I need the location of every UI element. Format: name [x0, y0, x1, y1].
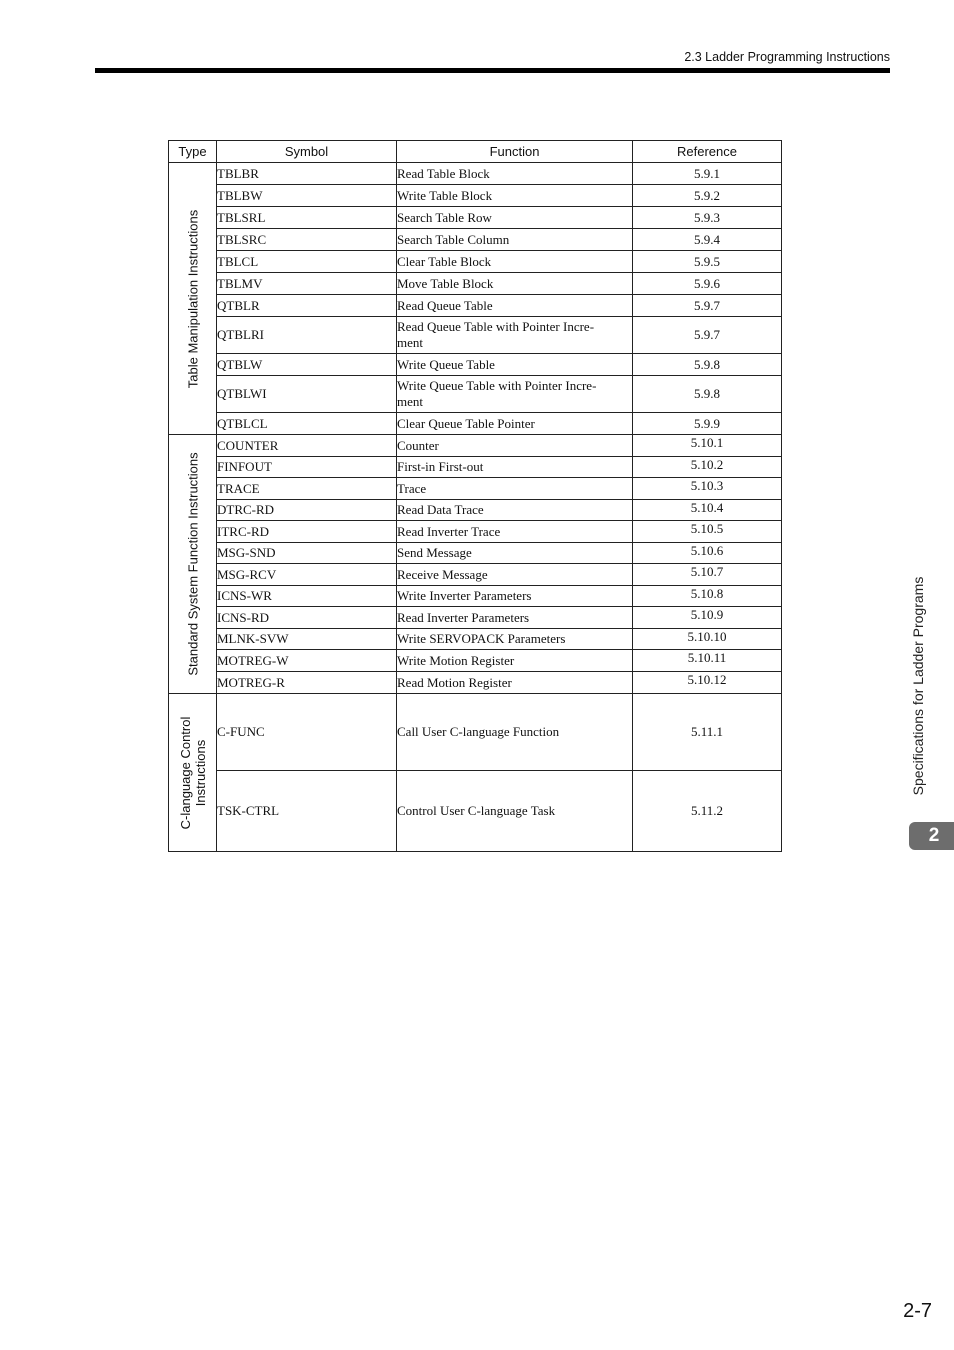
reference-cell: 5.11.2	[633, 771, 782, 852]
symbol-cell: TBLBW	[217, 185, 397, 207]
function-cell: Search Table Column	[397, 229, 633, 251]
function-cell: Write Table Block	[397, 185, 633, 207]
reference-cell: 5.10.8	[633, 586, 782, 607]
symbol-cell: MOTREG-R	[217, 672, 397, 694]
function-cell: Read Inverter Trace	[397, 521, 633, 543]
table-row	[169, 229, 782, 251]
reference-cell: 5.9.1	[633, 163, 782, 185]
instruction-table	[168, 140, 782, 852]
reference-cell: 5.10.11	[633, 650, 782, 672]
reference-cell: 5.10.3	[633, 478, 782, 500]
reference-cell: 5.9.8	[633, 376, 782, 413]
type-label: Standard System Function Instructions	[185, 452, 200, 676]
symbol-cell: TBLBR	[217, 163, 397, 185]
function-text-line: ment	[397, 394, 423, 409]
reference-cell: 5.9.6	[633, 273, 782, 295]
reference-cell: 5.10.5	[633, 521, 782, 543]
reference-cell: 5.9.2	[633, 185, 782, 207]
reference-cell: 5.10.10	[633, 629, 782, 650]
function-cell: Clear Queue Table Pointer	[397, 413, 633, 435]
table-row	[169, 650, 782, 672]
reference-cell: 5.10.7	[633, 564, 782, 586]
chapter-side-label: Specifications for Ladder Programs	[910, 576, 926, 796]
symbol-cell: TBLMV	[217, 273, 397, 295]
symbol-cell: ITRC-RD	[217, 521, 397, 543]
symbol-cell: QTBLW	[217, 354, 397, 376]
symbol-cell: QTBLWI	[217, 376, 397, 413]
function-cell	[397, 376, 633, 413]
chapter-tab: 2	[909, 822, 954, 850]
table-row	[169, 185, 782, 207]
column-header-reference: Reference	[633, 141, 782, 163]
table-row	[169, 207, 782, 229]
symbol-cell: MSG-SND	[217, 543, 397, 564]
column-header-type: Type	[169, 141, 217, 163]
table-row	[169, 478, 782, 500]
table-row	[169, 672, 782, 694]
type-cell-c-language	[169, 694, 217, 852]
table-row	[169, 771, 782, 852]
function-text-line: Read Queue Table with Pointer Incre-	[397, 319, 595, 334]
function-cell: Read Table Block	[397, 163, 633, 185]
reference-cell: 5.11.1	[633, 694, 782, 771]
table-row	[169, 457, 782, 478]
function-cell: Read Queue Table	[397, 295, 633, 317]
page-number: 2-7	[903, 1300, 932, 1322]
type-cell-table-manipulation	[169, 163, 217, 435]
table-row	[169, 607, 782, 629]
table-row	[169, 564, 782, 586]
function-cell: Receive Message	[397, 564, 633, 586]
running-header: 2.3 Ladder Programming Instructions	[684, 50, 890, 64]
function-cell: Write Inverter Parameters	[397, 586, 633, 607]
table-row	[169, 521, 782, 543]
symbol-cell: COUNTER	[217, 435, 397, 457]
table-row	[169, 435, 782, 457]
type-label-line: Instructions	[192, 739, 208, 806]
function-cell: Write Queue Table	[397, 354, 633, 376]
reference-cell: 5.9.8	[633, 354, 782, 376]
function-cell: Call User C-language Function	[397, 694, 633, 771]
symbol-cell: QTBLR	[217, 295, 397, 317]
function-cell: Control User C-language Task	[397, 771, 633, 852]
table-row	[169, 543, 782, 564]
symbol-cell: QTBLRI	[217, 317, 397, 354]
reference-cell: 5.9.9	[633, 413, 782, 435]
function-cell: Write Motion Register	[397, 650, 633, 672]
function-cell: Read Inverter Parameters	[397, 607, 633, 629]
symbol-cell: FINFOUT	[217, 457, 397, 478]
reference-cell: 5.9.3	[633, 207, 782, 229]
function-cell: Send Message	[397, 543, 633, 564]
symbol-cell: MSG-RCV	[217, 564, 397, 586]
type-label	[178, 716, 208, 829]
function-cell: Search Table Row	[397, 207, 633, 229]
table-row	[169, 694, 782, 771]
reference-cell: 5.9.4	[633, 229, 782, 251]
reference-cell: 5.10.2	[633, 457, 782, 478]
reference-cell: 5.9.7	[633, 317, 782, 354]
column-header-symbol: Symbol	[217, 141, 397, 163]
reference-cell: 5.10.1	[633, 435, 782, 457]
table-row	[169, 354, 782, 376]
symbol-cell: DTRC-RD	[217, 500, 397, 521]
symbol-cell: TRACE	[217, 478, 397, 500]
table-row	[169, 251, 782, 273]
function-cell: Move Table Block	[397, 273, 633, 295]
function-cell: First-in First-out	[397, 457, 633, 478]
function-cell: Write SERVOPACK Parameters	[397, 629, 633, 650]
type-label: Table Manipulation Instructions	[185, 209, 200, 388]
reference-cell: 5.9.5	[633, 251, 782, 273]
symbol-cell: TSK-CTRL	[217, 771, 397, 852]
column-header-function: Function	[397, 141, 633, 163]
reference-cell: 5.10.9	[633, 607, 782, 629]
function-cell: Trace	[397, 478, 633, 500]
table-row	[169, 376, 782, 413]
type-cell-standard-system	[169, 435, 217, 694]
header-rule	[95, 68, 890, 73]
symbol-cell: TBLCL	[217, 251, 397, 273]
table-row	[169, 317, 782, 354]
type-label-line: C-language Control	[177, 716, 193, 829]
symbol-cell: MLNK-SVW	[217, 629, 397, 650]
symbol-cell: ICNS-RD	[217, 607, 397, 629]
function-cell: Read Data Trace	[397, 500, 633, 521]
symbol-cell: ICNS-WR	[217, 586, 397, 607]
symbol-cell: C-FUNC	[217, 694, 397, 771]
reference-cell: 5.10.12	[633, 672, 782, 694]
symbol-cell: TBLSRL	[217, 207, 397, 229]
table-row	[169, 163, 782, 185]
function-text-line: ment	[397, 335, 423, 350]
reference-cell: 5.10.6	[633, 543, 782, 564]
function-text-line: Write Queue Table with Pointer Incre-	[397, 378, 597, 393]
function-cell	[397, 317, 633, 354]
reference-cell: 5.9.7	[633, 295, 782, 317]
symbol-cell: TBLSRC	[217, 229, 397, 251]
symbol-cell: QTBLCL	[217, 413, 397, 435]
reference-cell: 5.10.4	[633, 500, 782, 521]
table-header-row	[169, 141, 782, 163]
table-row	[169, 500, 782, 521]
table-row	[169, 273, 782, 295]
function-cell: Read Motion Register	[397, 672, 633, 694]
function-cell: Counter	[397, 435, 633, 457]
symbol-cell: MOTREG-W	[217, 650, 397, 672]
table-row	[169, 413, 782, 435]
function-cell: Clear Table Block	[397, 251, 633, 273]
table-row	[169, 295, 782, 317]
table-row	[169, 629, 782, 650]
table-row	[169, 586, 782, 607]
